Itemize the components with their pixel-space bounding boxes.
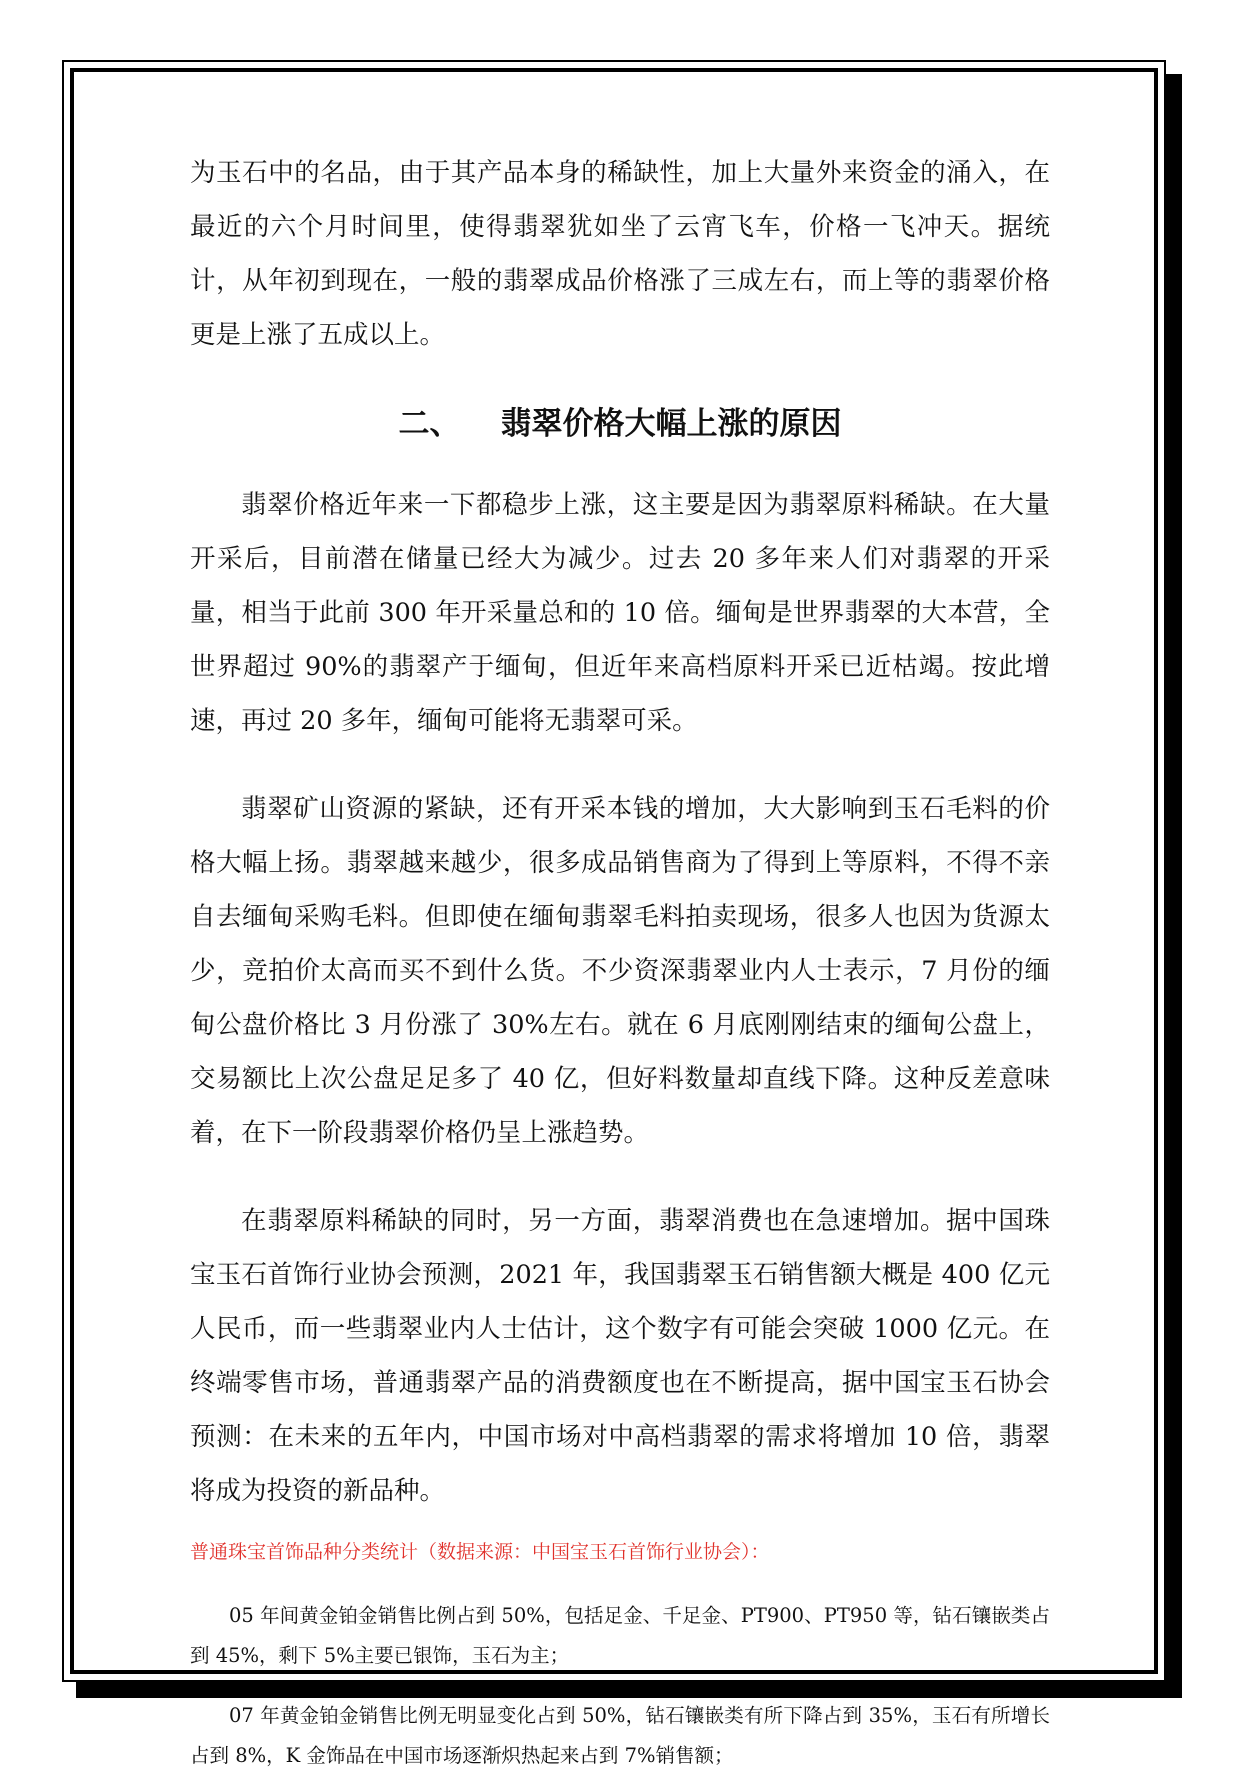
paragraph-supply: 翡翠价格近年来一下都稳步上涨，这主要是因为翡翠原料稀缺。在大量开采后，目前潜在储量已经大为减少。过去 20 多年来人们对翡翠的开采量，相当于此前 300 年开采量总和的 10 倍。缅甸是世界翡翠的大本营，全世界超过 90%的翡翠产于缅甸，但近年来高档原料开采已近枯竭。按此增速，再过 20 多年，缅甸可能将无翡翠可采。 [190, 490, 1050, 736]
paragraph-consumption: 在翡翠原料稀缺的同时，另一方面，翡翠消费也在急速增加。据中国珠宝玉石首饰行业协会预测，2021 年，我国翡翠玉石销售额大概是 400 亿元人民币，而一些翡翠业内人士估计，这个数字有可能会突破 1000 亿元。在终端零售市场，普通翡翠产品的消费额度也在不断提高，据中国宝玉石协会预测：在未来的五年内，中国市场对中高档翡翠的需求将增加 10 倍，翡翠将成为投资的新品种。 [190, 1206, 1050, 1506]
document-body [190, 146, 1050, 1776]
stat-2007: 07 年黄金铂金销售比例无明显变化占到 50%，钻石镶嵌类有所下降占到 35%，玉石有所增长占到 8%，K 金饰品在中国市场逐渐炽热起来占到 7%销售额； [190, 1704, 1050, 1767]
stat-2005: 05 年间黄金铂金销售比例占到 50%，包括足金、千足金、PT900、PT950 等，钻石镶嵌类占到 45%，剩下 5%主要已银饰，玉石为主； [190, 1604, 1050, 1667]
section-heading [190, 394, 1050, 454]
statistics-caption: 普通珠宝首饰品种分类统计（数据来源：中国宝玉石首饰行业协会）： [190, 1541, 770, 1563]
section-title: 翡翠价格大幅上涨的原因 [500, 406, 842, 442]
intro-paragraph: 为玉石中的名品，由于其产品本身的稀缺性，加上大量外来资金的涌入，在最近的六个月时间里，使得翡翠犹如坐了云宵飞车，价格一飞冲天。据统计，从年初到现在，一般的翡翠成品价格涨了三成左右，而上等的翡翠价格更是上涨了五成以上。 [190, 158, 1050, 350]
paragraph-mining-cost: 翡翠矿山资源的紧缺，还有开采本钱的增加，大大影响到玉石毛料的价格大幅上扬。翡翠越来越少，很多成品销售商为了得到上等原料，不得不亲自去缅甸采购毛料。但即使在缅甸翡翠毛料拍卖现场，很多人也因为货源太少，竞拍价太高而买不到什么货。不少资深翡翠业内人士表示，7 月份的缅甸公盘价格比 3 月份涨了 30%左右。就在 6 月底刚刚结束的缅甸公盘上，交易额比上次公盘足足多了 40 亿，但好料数量却直线下降。这种反差意味着，在下一阶段翡翠价格仍呈上涨趋势。 [190, 794, 1050, 1148]
section-number: 二、 [398, 406, 461, 442]
